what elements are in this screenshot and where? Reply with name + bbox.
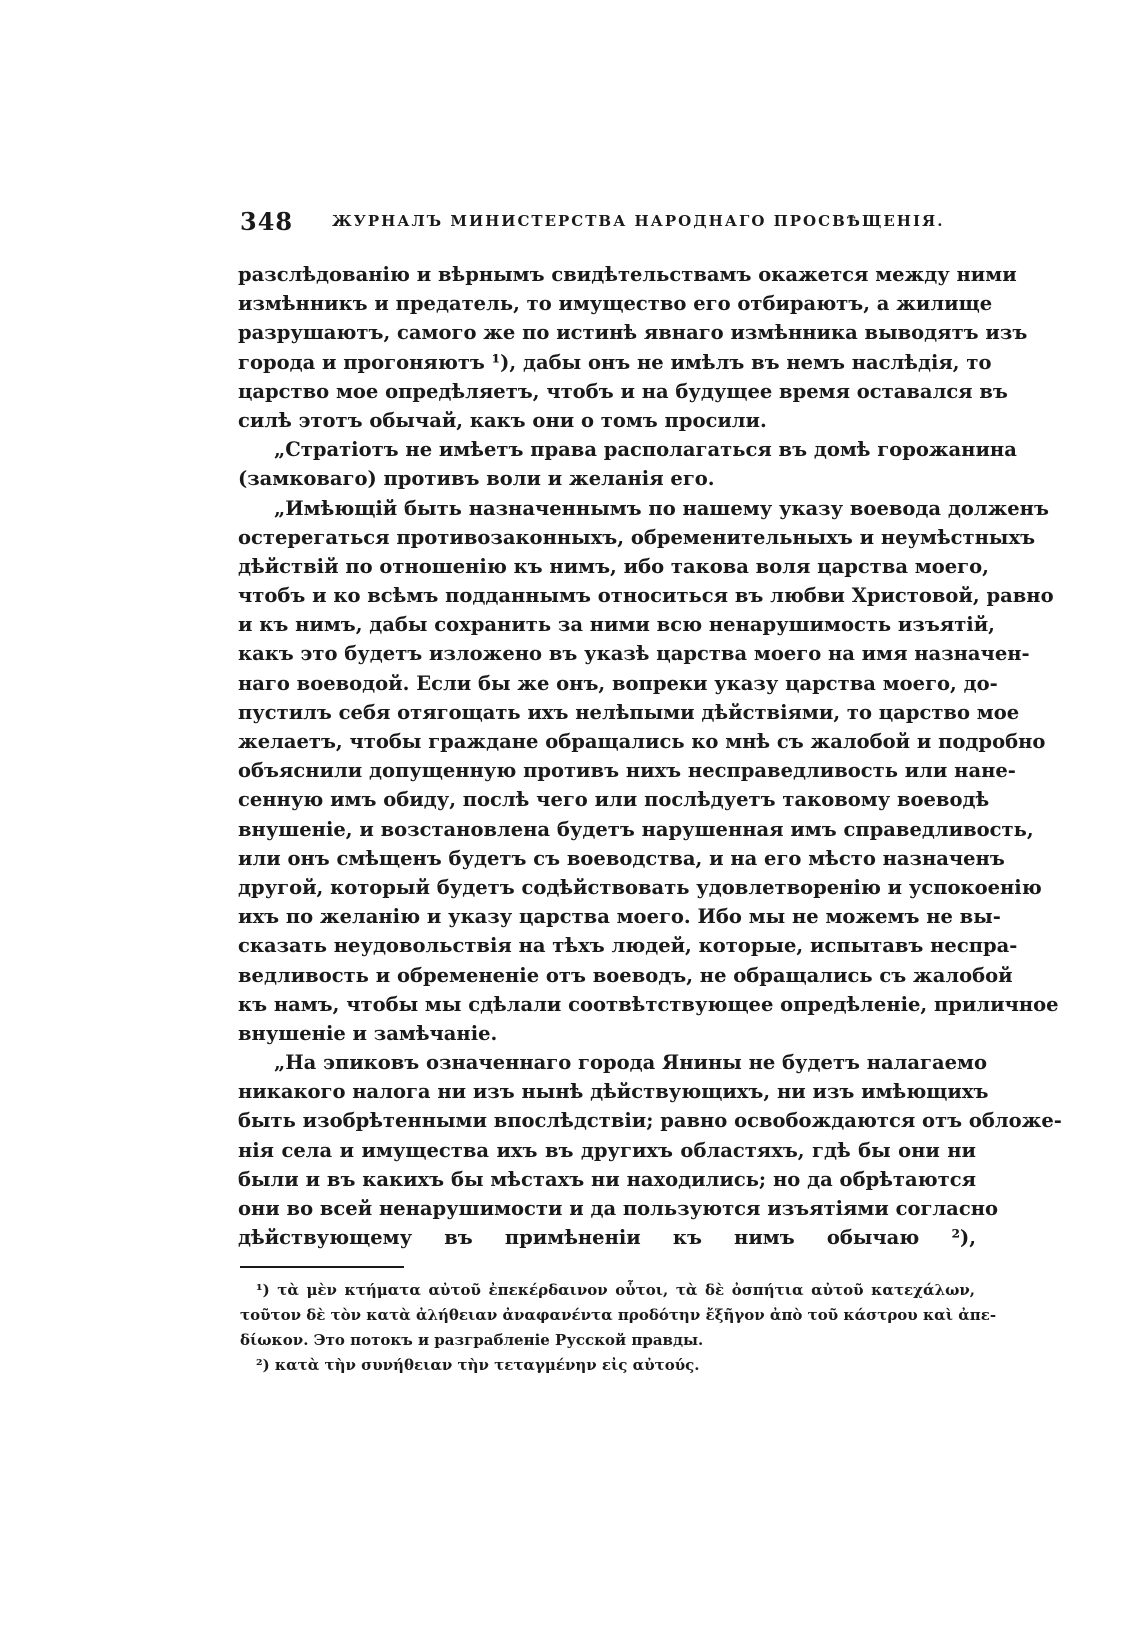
text-line: дѣйствій по отношенію къ нимъ, ибо такова воля царства моего, bbox=[238, 554, 989, 578]
text-line: сказать неудовольствія на тѣхъ людей, которые, испытавъ неспра- bbox=[238, 934, 1018, 958]
text-line: были и въ какихъ бы мѣстахъ ни находились; но да обрѣтаются bbox=[238, 1167, 976, 1191]
text-line: разслѣдованію и вѣрнымъ свидѣтельствамъ окажется между ними bbox=[238, 263, 1017, 286]
text-line: или онъ смѣщенъ будетъ съ воеводства, и на его мѣсто назначенъ bbox=[238, 846, 1005, 870]
text-line: никакого налога ни изъ нынѣ дѣйствующихъ, ни изъ имѣющихъ bbox=[238, 1080, 989, 1104]
footnote-line: δίωκον. Это потокъ и разграбленіе Русской правды. bbox=[240, 1331, 704, 1349]
text-line: они во всей ненарушимости и да пользуются изъятіями согласно bbox=[238, 1197, 998, 1220]
footnote-line: ²) κατὰ τὴν συνήθειαν τὴν τεταγμένην εἰς αὐτούς. bbox=[256, 1356, 700, 1374]
footnote-divider bbox=[240, 1266, 404, 1268]
text-line: пустилъ себя отягощать ихъ нелѣпыми дѣйствіями, то царство мое bbox=[238, 700, 1020, 724]
text-line: желаетъ, чтобы граждане обращались ко мнѣ съ жалобой и подробно bbox=[238, 730, 1046, 753]
text-line: царство мое опредѣляетъ, чтобъ и на будущее время оставался въ bbox=[238, 379, 1008, 403]
text-line: разрушаютъ, самого же по истинѣ явнаго измѣнника выводятъ изъ bbox=[238, 321, 1028, 345]
text-line: ведливость и обремененіе отъ воеводъ, не обращались съ жалобой bbox=[238, 963, 1013, 987]
text-line: ихъ по желанію и указу царства моего. Ибо мы не можемъ не вы- bbox=[238, 905, 1001, 929]
text-line: нія села и имущества ихъ въ другихъ областяхъ, гдѣ бы они ни bbox=[238, 1138, 976, 1162]
body-text bbox=[238, 260, 1062, 1252]
text-line: силѣ этотъ обычай, какъ они о томъ просили. bbox=[238, 408, 767, 432]
page-number: 348 bbox=[240, 207, 294, 236]
text-line: къ намъ, чтобы мы сдѣлали соотвѣтствующее опредѣленіе, приличное bbox=[238, 992, 1059, 1016]
text-line: „Стратіотъ не имѣетъ права располагаться въ домѣ горожанина bbox=[274, 438, 1017, 462]
text-line: „На эпиковъ означеннаго города Янины не будетъ налагаемо bbox=[274, 1051, 987, 1075]
text-line: внушеніе, и возстановлена будетъ нарушенная имъ справедливость, bbox=[238, 817, 1034, 841]
footnote-line: τοῦτον δὲ τὸν κατὰ ἀλήθειαν ἀναφανέντα προδότην ἔξῆγον ἀπὸ τοῦ κάστρου καὶ ἀπε- bbox=[240, 1306, 997, 1324]
text-line: (замковаго) противъ воли и желанія его. bbox=[238, 467, 715, 491]
text-line: чтобъ и ко всѣмъ подданнымъ относиться въ любви Христовой, равно bbox=[238, 584, 1054, 608]
running-head: ЖУРНАЛЪ МИНИСТЕРСТВА НАРОДНАГО ПРОСВѢЩЕНІЯ. bbox=[332, 212, 945, 230]
text-line: другой, который будетъ содѣйствовать удовлетворенію и успокоенію bbox=[238, 875, 1042, 899]
text-line: быть изобрѣтенными впослѣдствіи; равно освобождаются отъ обложе- bbox=[238, 1109, 1062, 1133]
footnote-line: ¹) τὰ μὲν κτήματα αὐτοῦ ἐπεκέρδαινον οὗτοι, τὰ δὲ ὀσπήτια αὐτοῦ κατεχάλων, bbox=[256, 1281, 975, 1299]
text-line: города и прогоняютъ ¹), дабы онъ не имѣлъ въ немъ наслѣдія, то bbox=[238, 350, 992, 374]
text-line: измѣнникъ и предатель, то имущество его отбираютъ, а жилище bbox=[238, 292, 993, 316]
text-line: сенную имъ обиду, послѣ чего или послѣдуетъ таковому воеводѣ bbox=[238, 788, 990, 812]
text-line: наго воеводой. Если бы же онъ, вопреки указу царства моего, до- bbox=[238, 671, 998, 695]
text-line: дѣйствующему въ примѣненіи къ нимъ обычаю ²), bbox=[238, 1226, 976, 1250]
text-line: остерегаться противозаконныхъ, обременительныхъ и неумѣстныхъ bbox=[238, 525, 1036, 549]
text-line: объяснили допущенную противъ нихъ несправедливость или нане- bbox=[238, 759, 1016, 783]
text-line: какъ это будетъ изложено въ указѣ царства моего на имя назначен- bbox=[238, 642, 1030, 666]
page-header bbox=[240, 207, 975, 236]
text-line: и къ нимъ, дабы сохранить за ними всю ненарушимость изъятій, bbox=[238, 613, 995, 637]
text-line: „Имѣющій быть назначеннымъ по нашему указу воевода долженъ bbox=[274, 496, 1049, 520]
footnotes bbox=[240, 1278, 997, 1378]
text-line: внушеніе и замѣчаніе. bbox=[238, 1021, 498, 1045]
